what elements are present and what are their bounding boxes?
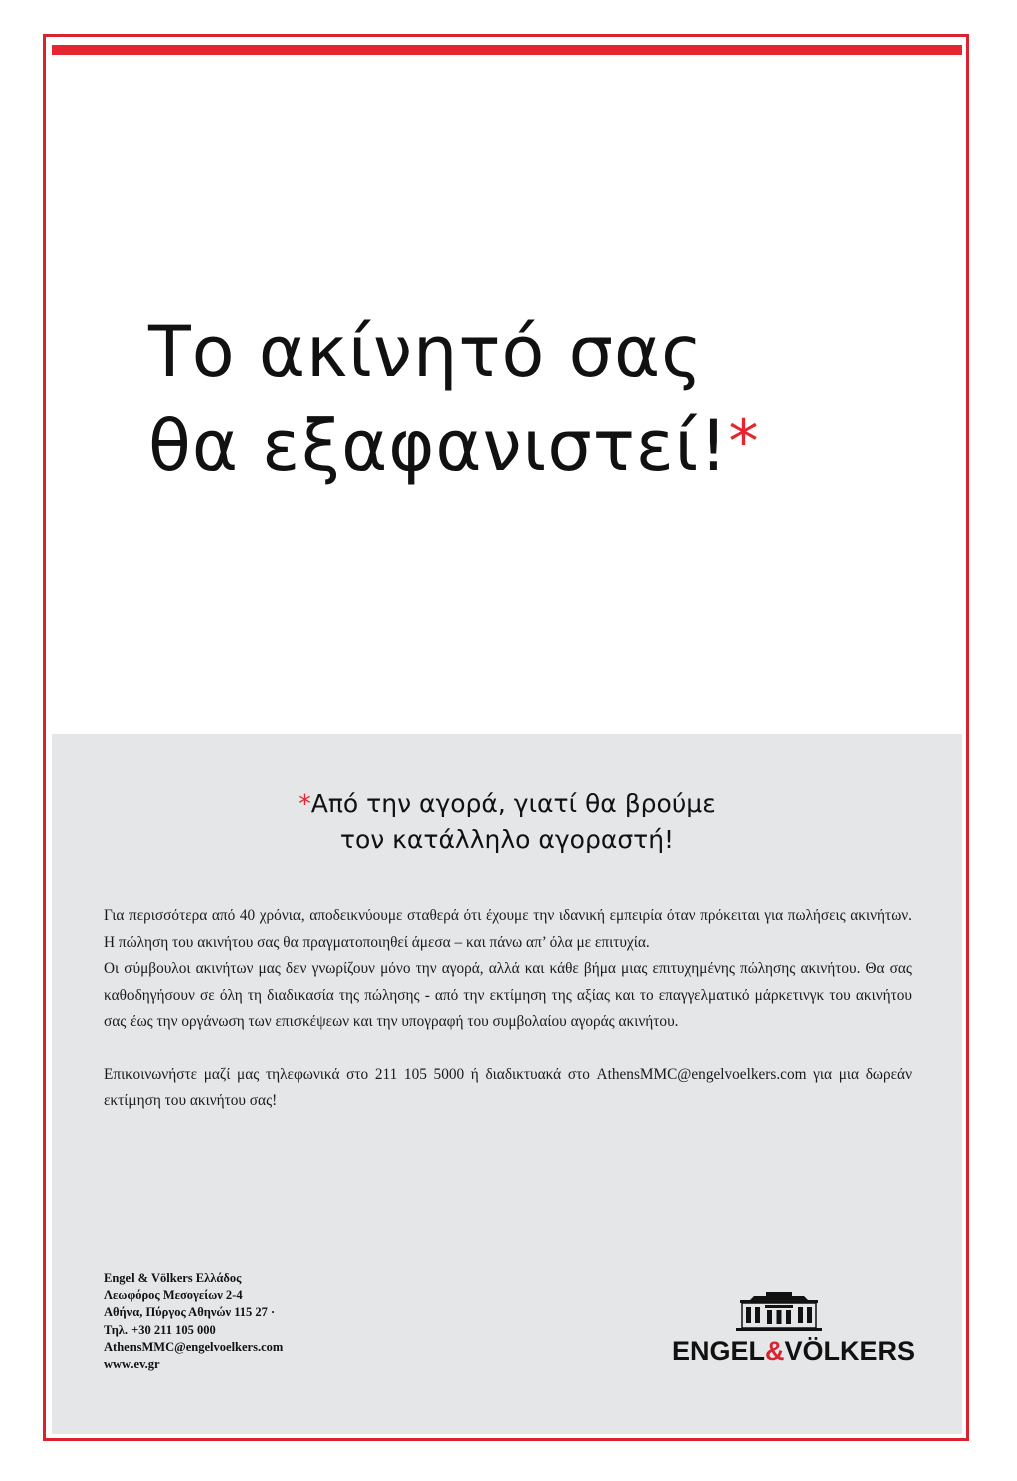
- subheadline-line-1: [52, 786, 962, 822]
- headline-line-2: [148, 399, 908, 493]
- logo-text-voelkers: VÖLKERS: [784, 1336, 915, 1366]
- top-red-bar: [52, 45, 962, 55]
- address-website: www.ev.gr: [104, 1357, 160, 1372]
- subheadline-line-2: τον κατάλληλο αγοραστή!: [339, 825, 675, 854]
- headline-asterisk: *: [728, 407, 760, 477]
- headline-line-2-text: θα εξαφανιστεί!: [148, 405, 729, 487]
- logo-ampersand: &: [764, 1336, 785, 1366]
- subheadline: [52, 786, 962, 858]
- headline: [148, 305, 908, 493]
- subheadline-line-1-text: Από την αγορά, γιατί θα βρούμε: [310, 789, 716, 818]
- subheadline-asterisk: *: [298, 789, 311, 818]
- address-street: Λεωφόρος Μεσογείων 2-4: [104, 1288, 243, 1303]
- headline-line-1: Το ακίνητό σας: [148, 311, 704, 393]
- body-paragraph-2: Οι σύμβουλοι ακινήτων μας δεν γνωρίζουν μόνο την αγορά, αλλά και κάθε βήμα μιας επιτυχημένης πώλησης ακινήτου. Θα σας καθοδηγήσουν σε όλη τη διαδικασία της πώλησης - από την εκτίμηση της αξίας και το επαγγελματικό μάρκετινγκ του ακινήτου σας έως την οργάνωση των επισκέψεων και την υπογραφή του συμβολαίου αγοράς ακινήτου.: [104, 960, 912, 1030]
- engel-voelkers-logo: [640, 1292, 915, 1372]
- body-paragraph-1: Για περισσότερα από 40 χρόνια, αποδεικνύουμε σταθερά ότι έχουμε την ιδανική εμπειρία όταν πρόκειται για πωλήσεις ακινήτων. Η πώληση του ακινήτου σας θα πραγματοποιηθεί άμεσα – και πάνω απ’ όλα με επιτυχία.: [104, 907, 912, 951]
- address-city: Αθήνα, Πύργος Αθηνών 115 27 ·: [104, 1305, 276, 1320]
- address-block: [104, 1270, 404, 1373]
- address-phone: Τηλ. +30 211 105 000: [104, 1322, 216, 1337]
- house-logo-icon: [736, 1292, 822, 1332]
- logo-text-engel: ENGEL: [671, 1336, 765, 1366]
- body-text: [104, 903, 912, 1115]
- logo-wordmark: [640, 1336, 915, 1367]
- body-paragraph-3: Επικοινωνήστε μαζί μας τηλεφωνικά στο 211 105 5000 ή διαδικτυακά στο AthensMMC@engelvoelkers.com για μια δωρεάν εκτίμηση του ακινήτου σας!: [104, 1065, 912, 1109]
- address-company: Engel & Völkers Ελλάδος: [104, 1271, 242, 1285]
- address-email: AthensMMC@engelvoelkers.com: [104, 1339, 284, 1354]
